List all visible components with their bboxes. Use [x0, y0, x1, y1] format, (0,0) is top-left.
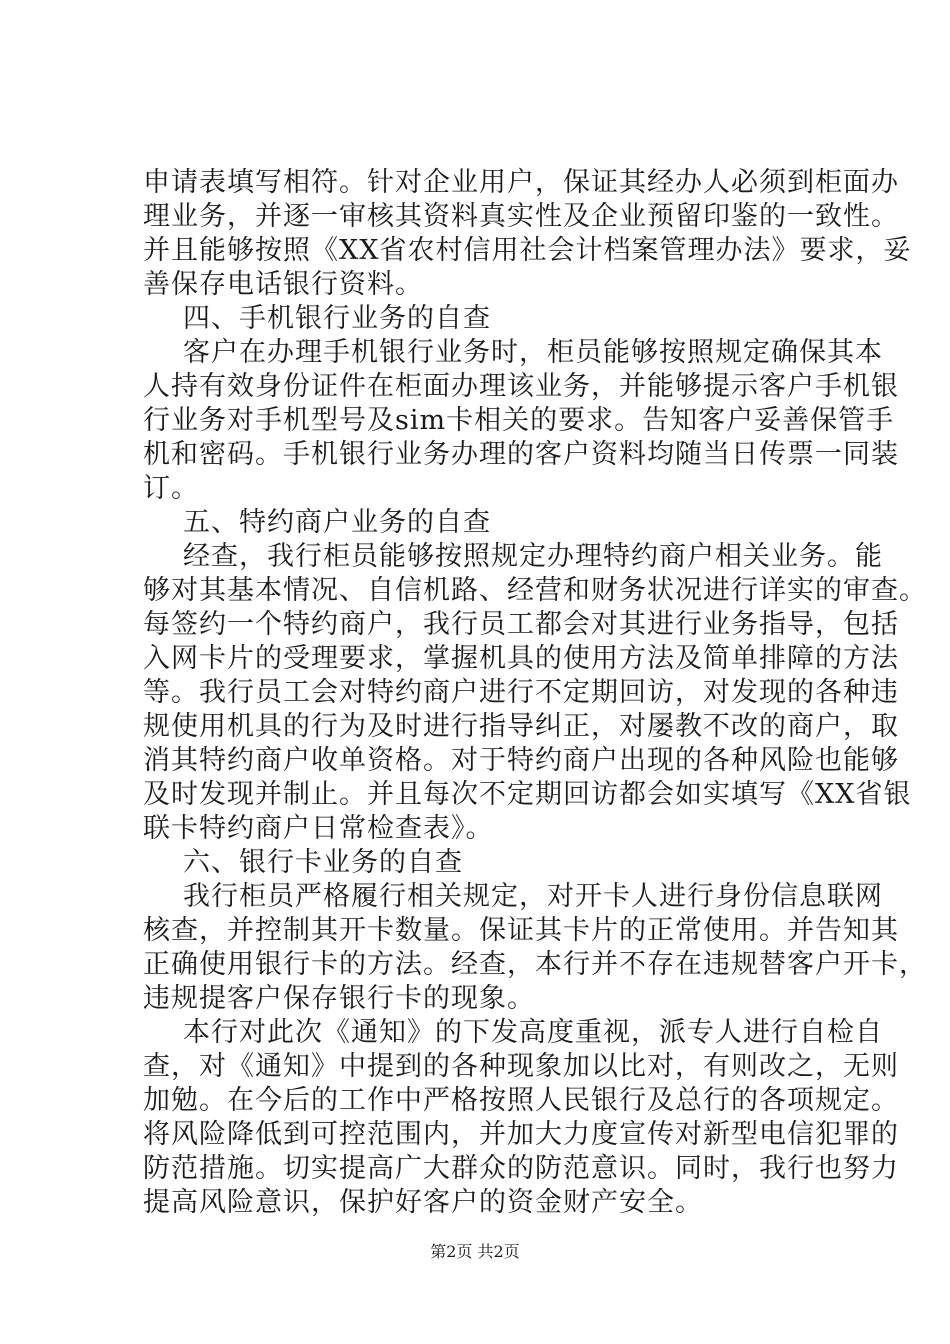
- text-line: 等。我行员工会对特约商户进行不定期回访，对发现的各种违: [143, 677, 899, 708]
- section-heading: 四、手机银行业务的自查: [183, 303, 491, 334]
- text-line: 每签约一个特约商户，我行员工都会对其进行业务指导，包括: [143, 609, 899, 640]
- body-text: [143, 166, 927, 1220]
- text-line: 加勉。在今后的工作中严格按照人民银行及总行的各项规定。: [143, 1085, 899, 1116]
- text-line: 善保存电话银行资料。: [143, 269, 423, 300]
- text-line: 查，对《通知》中提到的各种现象加以比对，有则改之，无则: [143, 1051, 899, 1082]
- page-footer: 第2页 共2页: [430, 1242, 520, 1261]
- text-line: 提高风险意识，保护好客户的资金财产安全。: [143, 1187, 703, 1218]
- text-line: 联卡特约商户日常检查表》。: [143, 813, 494, 844]
- text-line: 消其特约商户收单资格。对于特约商户出现的各种风险也能够: [143, 745, 899, 776]
- text-line: 违规提客户保存银行卡的现象。: [143, 983, 535, 1014]
- text-line: 订。: [143, 473, 199, 504]
- text-line: 及时发现并制止。并且每次不定期回访都会如实填写《XX省银: [143, 779, 912, 810]
- text-line: 我行柜员严格履行相关规定，对开卡人进行身份信息联网: [183, 881, 883, 912]
- text-line: 机和密码。手机银行业务办理的客户资料均随当日传票一同装: [143, 439, 899, 470]
- section-heading: 六、银行卡业务的自查: [183, 847, 463, 878]
- text-line: 正确使用银行卡的方法。经查，本行并不存在违规替客户开卡，: [143, 949, 927, 980]
- text-line: 人持有效身份证件在柜面办理该业务，并能够提示客户手机银: [143, 371, 899, 402]
- text-line: 行业务对手机型号及sim卡相关的要求。告知客户妥善保管手: [143, 405, 895, 436]
- text-line: 申请表填写相符。针对企业用户，保证其经办人必须到柜面办: [143, 167, 899, 198]
- text-line: 核查，并控制其开卡数量。保证其卡片的正常使用。并告知其: [143, 915, 899, 946]
- text-line: 经查，我行柜员能够按照规定办理特约商户相关业务。能: [183, 541, 883, 572]
- text-line: 入网卡片的受理要求，掌握机具的使用方法及简单排障的方法: [143, 643, 899, 674]
- text-line: 将风险降低到可控范围内，并加大力度宣传对新型电信犯罪的: [143, 1119, 899, 1150]
- text-line: 本行对此次《通知》的下发高度重视，派专人进行自检自: [183, 1017, 883, 1048]
- text-line: 防范措施。切实提高广大群众的防范意识。同时，我行也努力: [143, 1153, 899, 1184]
- text-line: 客户在办理手机银行业务时，柜员能够按照规定确保其本: [183, 337, 883, 368]
- text-line: 理业务，并逐一审核其资料真实性及企业预留印鉴的一致性。: [143, 201, 899, 232]
- section-heading: 五、特约商户业务的自查: [183, 507, 491, 538]
- text-line: 够对其基本情况、自信机路、经营和财务状况进行详实的审查。: [143, 575, 927, 606]
- text-line: 并且能够按照《XX省农村信用社会计档案管理办法》要求，妥: [143, 235, 912, 266]
- text-line: 规使用机具的行为及时进行指导纠正，对屡教不改的商户，取: [143, 711, 899, 742]
